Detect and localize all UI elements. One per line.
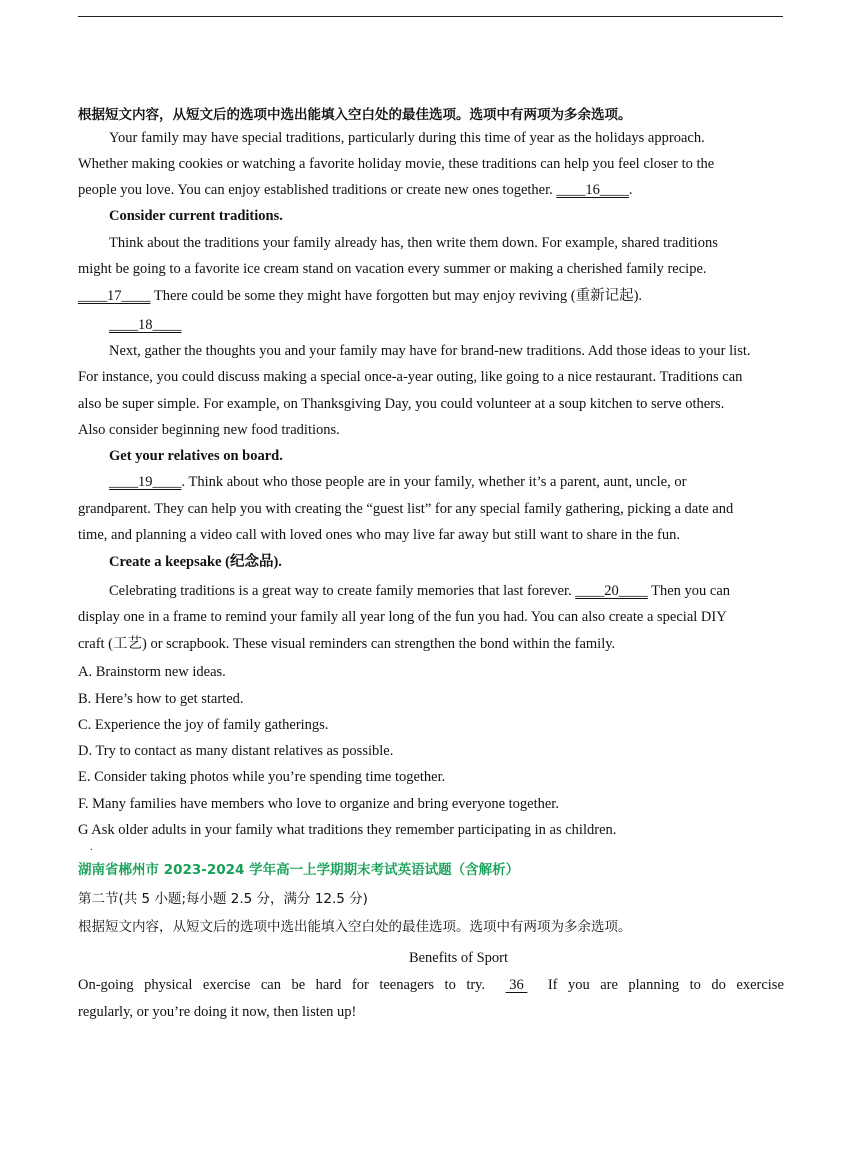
word: physical (144, 977, 193, 993)
paragraph-4-line-2: grandparent. They can help you with creating the “guest list” for any special family gathering, picking a date and (78, 501, 734, 517)
paragraph-2-line-1: Think about the traditions your family already has, then write them down. For example, shared traditions (109, 235, 718, 251)
passage-2-line-1 (78, 976, 784, 994)
blank-19[interactable]: ____19____ (109, 474, 182, 490)
option-e[interactable]: E. Consider taking photos while you’re spending time together. (78, 769, 446, 785)
blank-17[interactable]: ____17____ (78, 288, 151, 304)
blank-20[interactable]: ____20____ (575, 583, 648, 599)
subheading-relatives: Get your relatives on board. (109, 448, 283, 464)
word: be (291, 977, 306, 993)
paragraph-2-line-2: might be going to a favorite ice cream stand on vacation every summer or making a cherished family recipe. (78, 261, 707, 277)
paragraph-1-text: people you love. You can enjoy established traditions or create new ones together. (78, 182, 557, 198)
word: exercise (736, 977, 784, 993)
passage-title: Benefits of Sport (408, 950, 509, 966)
option-g-dot: . (90, 842, 93, 853)
paragraph-2-text: There could be some they might have forgotten but may enjoy reviving (重新记起). (150, 288, 643, 304)
paragraph-1-end: . (628, 182, 633, 198)
word: to (444, 977, 456, 993)
subheading-keepsake: Create a keepsake (纪念品). (109, 554, 282, 570)
word: try. (466, 977, 486, 993)
word: to (689, 977, 701, 993)
word: planning (628, 977, 680, 993)
word: hard (315, 977, 342, 993)
word: do (711, 977, 726, 993)
paragraph-5-line-2: display one in a frame to remind your family all year long of the fun you had. You can also create a special DIY (78, 609, 727, 625)
blank-18[interactable]: ____18____ (109, 317, 182, 333)
paragraph-3-line-3: also be super simple. For example, on Thanksgiving Day, you could volunteer at a soup kitchen to serve others. (78, 396, 725, 412)
paragraph-1-line-2: Whether making cookies or watching a favorite holiday movie, these traditions can help you feel closer to the (78, 156, 715, 172)
section-part: 第二节(共 5 小题;每小题 2.5 分，满分 12.5 分) (78, 891, 368, 907)
word: are (600, 977, 618, 993)
option-d[interactable]: D. Try to contact as many distant relatives as possible. (78, 743, 394, 759)
word: for (351, 977, 369, 993)
blank-16[interactable]: ____16____ (556, 182, 629, 198)
word: If (547, 977, 558, 993)
instruction-heading: 根据短文内容，从短文后的选项中选出能填入空白处的最佳选项。选项中有两项为多余选项。 (78, 107, 632, 123)
paragraph-3-line-4: Also consider beginning new food traditions. (78, 422, 340, 438)
paragraph-2-line-3 (78, 287, 642, 305)
paragraph-5-text-end: Then you can (647, 583, 731, 599)
word: teenagers (379, 977, 435, 993)
option-a[interactable]: A. Brainstorm new ideas. (78, 664, 226, 680)
option-b[interactable]: B. Here’s how to get started. (78, 691, 244, 707)
top-rule (78, 16, 783, 17)
source-title: 湖南省郴州市 2023-2024 学年高一上学期期末考试英语试题（含解析） (78, 862, 520, 878)
paragraph-5-line-3: craft (工艺) or scrapbook. These visual reminders can strengthen the bond within the family. (78, 636, 616, 652)
section-instruction: 根据短文内容，从短文后的选项中选出能填入空白处的最佳选项。选项中有两项为多余选项。 (78, 919, 632, 935)
paragraph-5-line-1 (109, 582, 730, 600)
passage-2-line-2: regularly, or you’re doing it now, then listen up! (78, 1004, 357, 1020)
word: can (260, 977, 281, 993)
option-g[interactable]: G Ask older adults in your family what traditions they remember participating in as children. (78, 822, 617, 838)
word: exercise (202, 977, 251, 993)
paragraph-4-line-1 (109, 473, 686, 491)
word: On-going (78, 977, 134, 993)
blank-18-line (109, 316, 182, 334)
option-f[interactable]: F. Many families have members who love to organize and bring everyone together. (78, 796, 559, 812)
paragraph-4-line-3: time, and planning a video call with loved ones who may live far away but still want to share in the fun. (78, 527, 681, 543)
paragraph-1-line-3 (78, 181, 633, 199)
paragraph-3-line-1: Next, gather the thoughts you and your family may have for brand-new traditions. Add those ideas to your list. (109, 343, 751, 359)
paragraph-5-text: Celebrating traditions is a great way to create family memories that last forever. (109, 583, 576, 599)
paragraph-1-line-1: Your family may have special traditions, particularly during this time of year as the holidays approach. (109, 130, 705, 146)
paragraph-3-line-2: For instance, you could discuss making a special once-a-year outing, like going to a nice restaurant. Traditions can (78, 369, 743, 385)
subheading-current-traditions: Consider current traditions. (109, 208, 283, 224)
paragraph-4-text: . Think about who those people are in your family, whether it’s a parent, aunt, uncle, or (181, 474, 687, 490)
word: you (567, 977, 590, 993)
blank-36[interactable]: 36 (505, 977, 528, 993)
option-c[interactable]: C. Experience the joy of family gatherings. (78, 717, 329, 733)
